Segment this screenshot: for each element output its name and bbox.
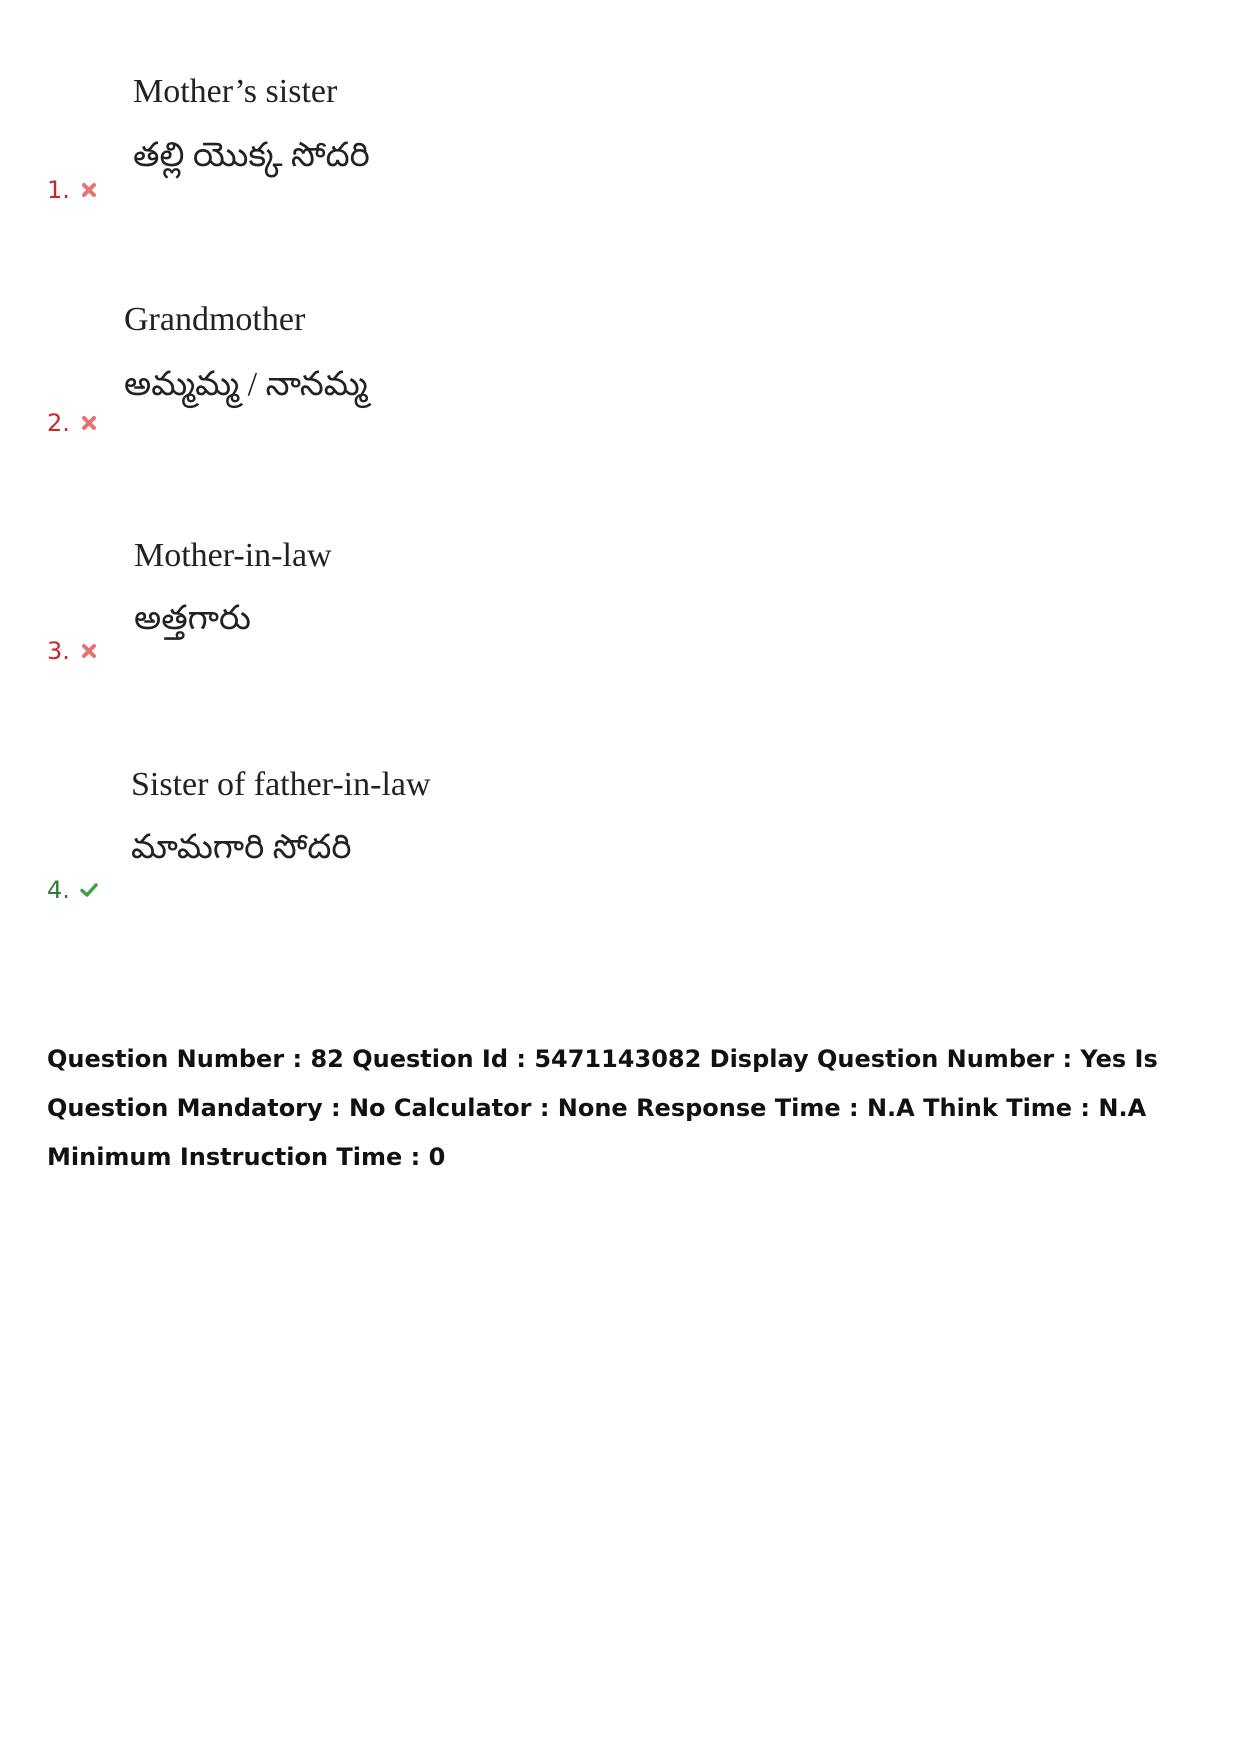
option-3-english-text: Mother-in-law: [134, 537, 332, 574]
check-icon: [80, 881, 98, 899]
option-4-marker: [47, 876, 98, 904]
option-4-telugu-text: మామగారి సోదరి: [131, 829, 352, 866]
cross-icon: [80, 181, 98, 199]
option-2-telugu-text: అమ్మమ్మ / నానమ్మ: [124, 366, 368, 403]
option-4-english-text: Sister of father-in-law: [131, 766, 431, 803]
option-4-number: 4.: [47, 876, 70, 904]
option-1-english-text: Mother’s sister: [133, 73, 338, 110]
question-metadata: Question Number : 82 Question Id : 5471143082 Display Question Number : Yes Is Question Mandatory : No Calculator : None Response Time : N.A Think Time : N.A Minimum Instruction Time : 0: [47, 1045, 1158, 1171]
option-3-number: 3.: [47, 637, 70, 665]
cross-icon: [80, 414, 98, 432]
option-2-number: 2.: [47, 409, 70, 437]
option-1-telugu-text: తల్లి యొక్క సోదరి: [133, 137, 370, 174]
option-3-marker: [47, 637, 98, 665]
option-2-english-text: Grandmother: [124, 301, 306, 338]
option-3-telugu-text: అత్తగారు: [134, 600, 251, 637]
option-2-marker: [47, 409, 98, 437]
option-1-marker: [47, 176, 98, 204]
option-1-number: 1.: [47, 176, 70, 204]
cross-icon: [80, 642, 98, 660]
